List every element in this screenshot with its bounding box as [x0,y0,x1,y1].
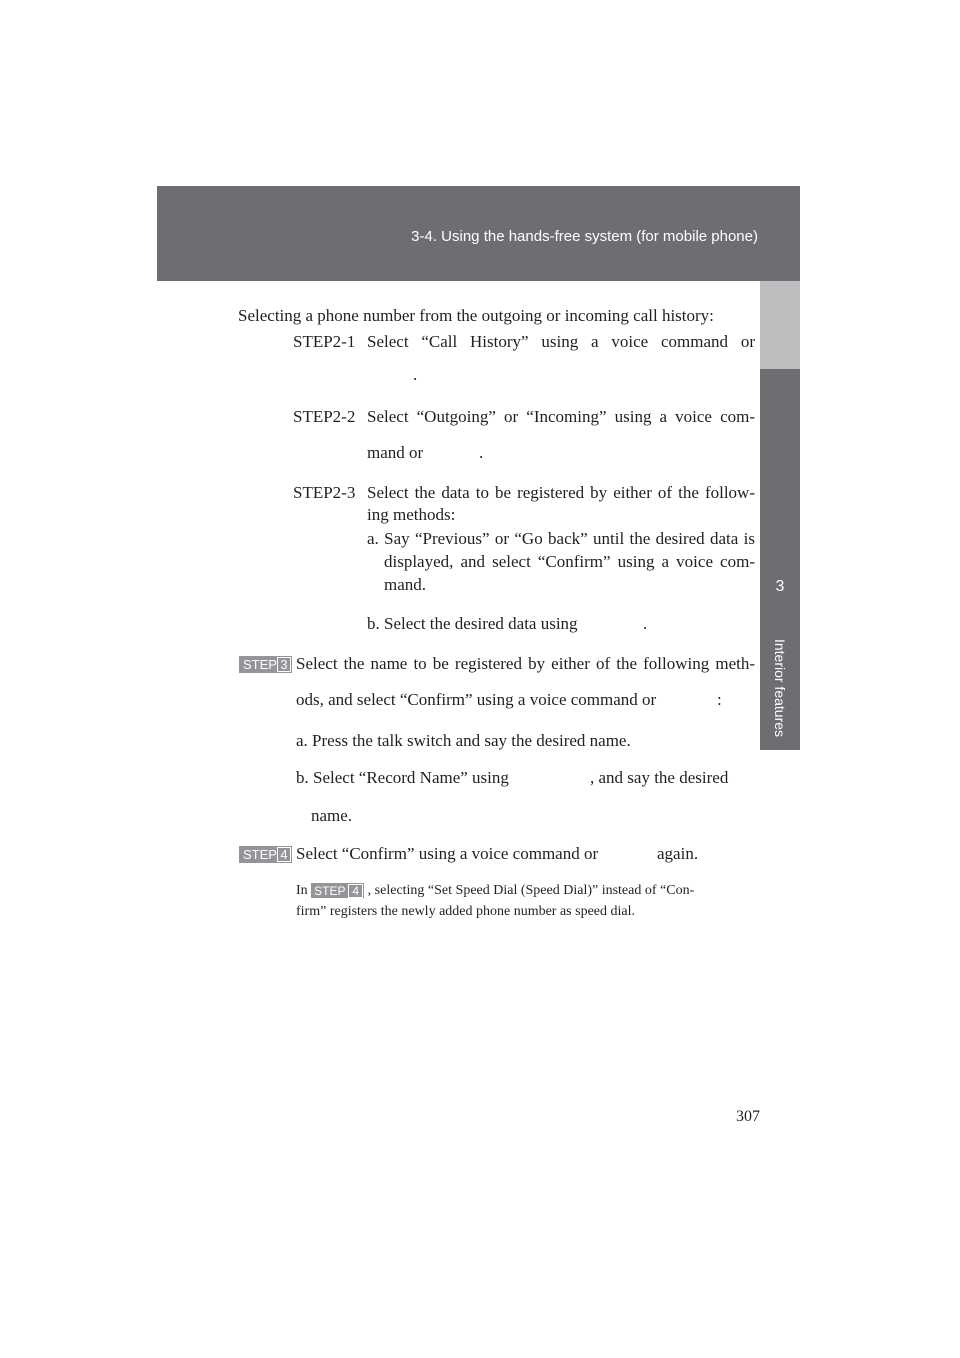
step2-2-continuation-end: . [479,443,484,462]
step-3-line1: Select the name to be registered by either of the following meth- [296,654,755,673]
step-3-option-b-line1: b. Select “Record Name” using [296,768,509,787]
chapter-side-tab-top [760,281,800,369]
chapter-number: 3 [775,578,785,595]
step-4-text-end: again. [657,844,699,863]
note-text-line1: , selecting “Set Speed Dial (Speed Dial)” instead of “Con- [367,883,695,898]
step-3-option-b-line2: name. [311,806,353,825]
step2-3-option-a-line2: displayed, and select “Confirm” using a voice com- [384,552,755,571]
note-line2: firm” registers the newly added phone number as speed dial. [296,904,636,919]
step2-3-option-a-line3: mand. [384,575,427,594]
step2-3-option-b: b. Select the desired data using [367,614,578,633]
step2-3-option-b-end: . [643,614,648,633]
intro-text: Selecting a phone number from the outgoing or incoming call history: [238,306,714,325]
step2-3-label: STEP2-3 [293,483,356,502]
step-3-line2-end: : [717,690,722,709]
step-3-badge-word: STEP [243,657,277,672]
step-4-badge-word: STEP [243,847,277,862]
step-3-badge-number: 3 [277,657,291,672]
step2-2-text: Select “Outgoing” or “Incoming” using a voice com- [367,407,755,426]
step2-2-continuation: mand or [367,443,424,462]
step-3-badge [239,656,292,673]
note-prefix: In [296,883,308,898]
note-step-4-badge [311,883,364,898]
chapter-label: Interior features [772,638,788,738]
step-3-line2: ods, and select “Confirm” using a voice command or [296,690,657,709]
step-4-badge-number: 4 [277,847,291,862]
step2-1-continuation: . [413,365,418,384]
step2-1-label: STEP2-1 [293,332,356,351]
header-bar [157,186,800,281]
step2-3-text: Select the data to be registered by either of the follow- [367,483,755,502]
header-title: 3-4. Using the hands-free system (for mobile phone) [411,228,758,245]
step2-3-option-a-line1: a. Say “Previous” or “Go back” until the desired data is [367,529,755,548]
note-step-4-badge-number: 4 [348,884,363,898]
step-3-option-b-line1-end: , and say the desired [590,768,729,787]
step2-3-continuation: ing methods: [367,505,456,524]
step-4-text: Select “Confirm” using a voice command or [296,844,599,863]
step2-1-text: Select “Call History” using a voice command or [367,332,755,351]
page-number: 307 [736,1108,760,1125]
step-4-badge [239,846,292,863]
step2-2-label: STEP2-2 [293,407,356,426]
note-line1 [296,883,755,899]
note-step-4-badge-word: STEP [314,883,346,898]
step-3-option-a: a. Press the talk switch and say the desired name. [296,731,631,750]
